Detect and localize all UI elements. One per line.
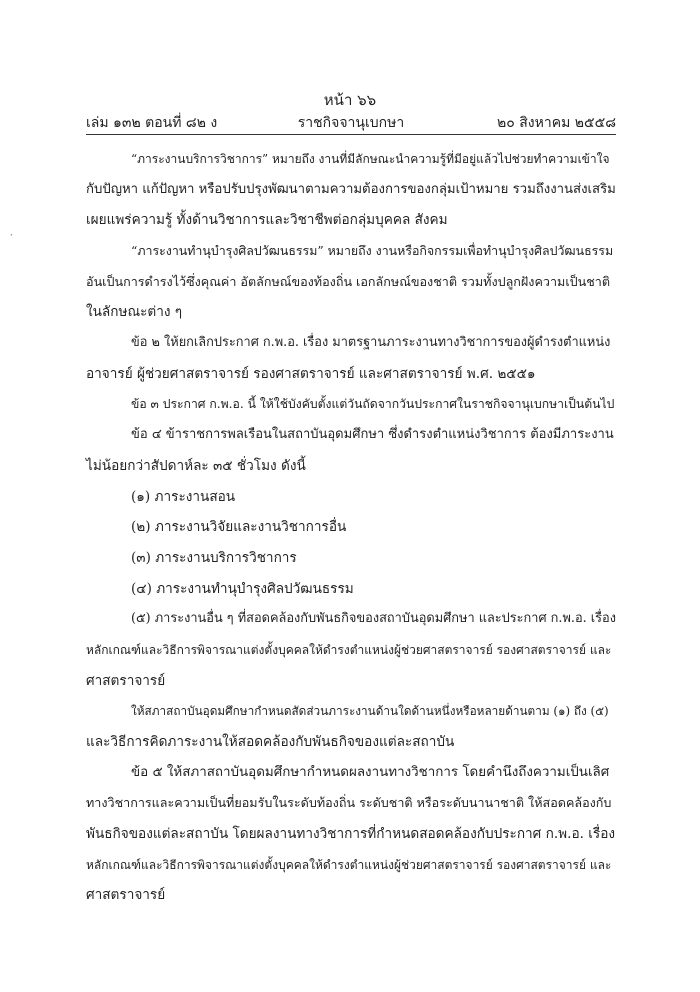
clause-5: ข้อ ๕ ให้สภาสถาบันอุดมศึกษากำหนดผลงานทางวิชาการ โดยคำนึงถึงความเป็นเลิศ (131, 765, 610, 780)
text-line: ให้สภาสถาบันอุดมศึกษากำหนดสัดส่วนภาระงานด้านใดด้านหนึ่งหรือหลายด้านตาม (๑) ถึง (๕) (131, 704, 609, 718)
text-line: ศาสตราจารย์ (86, 673, 166, 689)
gazette-name: ราชกิจจานุเบกษา (297, 115, 405, 131)
clause-2: ข้อ ๒ ให้ยกเลิกประกาศ ก.พ.อ. เรื่อง มาตรฐานภาระงานทางวิชาการของผู้ดำรงตำแหน่ง (131, 335, 611, 350)
text-line: และวิธีการคิดภาระงานให้สอดคล้องกับพันธกิจของแต่ละสถาบัน (86, 734, 455, 750)
list-item: (๓) ภาระงานบริการวิชาการ (131, 550, 297, 566)
list-item: (๒) ภาระงานวิจัยและงานวิชาการอื่น (131, 519, 347, 535)
text-line: หลักเกณฑ์และวิธีการพิจารณาแต่งตั้งบุคคลให้ดำรงตำแหน่งผู้ช่วยศาสตราจารย์ รองศาสตราจารย์ และ (86, 643, 612, 657)
list-item: (๔) ภาระงานทำนุบำรุงศิลปวัฒนธรรม (131, 581, 354, 597)
issue-date: ๒๐ สิงหาคม ๒๕๕๘ (497, 115, 616, 131)
text-line: “ภาระงานทำนุบำรุงศิลปวัฒนธรรม” หมายถึง งานหรือกิจกรรมเพื่อทำนุบำรุงศิลปวัฒนธรรม (131, 243, 614, 258)
text-line: ในลักษณะต่าง ๆ (86, 304, 183, 320)
list-item: (๑) ภาระงานสอน (131, 489, 236, 505)
text-line: เผยแพร่ความรู้ ทั้งด้านวิชาการและวิชาชีพต่อกลุ่มบุคคล สังคม (86, 212, 448, 228)
volume-issue: เล่ม ๑๓๒ ตอนที่ ๘๒ ง (86, 115, 218, 131)
page-number: หน้า ๖๖ (323, 91, 377, 109)
clause-3: ข้อ ๓ ประกาศ ก.พ.อ. นี้ ให้ใช้บังคับตั้งแต่วันถัดจากวันประกาศในราชกิจจานุเบกษาเป็นต้นไป (131, 397, 615, 411)
text-line: “ภาระงานบริการวิชาการ” หมายถึง งานที่มีลักษณะนำความรู้ที่มีอยู่แล้วไปช่วยทำความเข้าใจ (131, 152, 610, 166)
running-header (86, 112, 616, 134)
text-line: อันเป็นการดำรงไว้ซึ่งคุณค่า อัตลักษณ์ของท้องถิ่น เอกลักษณ์ของชาติ รวมทั้งปลูกฝังความเป็นชาติ (86, 274, 611, 289)
header-rule (86, 134, 616, 135)
text-line: ไม่น้อยกว่าสัปดาห์ละ ๓๕ ชั่วโมง ดังนี้ (86, 458, 306, 474)
text-line: กับปัญหา แก้ปัญหา หรือปรับปรุงพัฒนาตามความต้องการของกลุ่มเป้าหมาย รวมถึงงานส่งเสริม (86, 182, 616, 197)
text-line: หลักเกณฑ์และวิธีการพิจารณาแต่งตั้งบุคคลให้ดำรงตำแหน่งผู้ช่วยศาสตราจารย์ รองศาสตราจารย์ และ (86, 858, 612, 872)
list-item: (๕) ภาระงานอื่น ๆ ที่สอดคล้องกับพันธกิจของสถาบันอุดมศึกษา และประกาศ ก.พ.อ. เรื่อง (131, 611, 616, 626)
clause-4: ข้อ ๔ ข้าราชการพลเรือนในสถาบันอุดมศึกษา ซึ่งดำรงตำแหน่งวิชาการ ต้องมีภาระงาน (131, 427, 614, 442)
text-line: ทางวิชาการและความเป็นที่ยอมรับในระดับท้องถิ่น ระดับชาติ หรือระดับนานาชาติ ให้สอดคล้องกับ (86, 795, 612, 810)
scan-mark: ꞏ (10, 231, 13, 241)
text-line: พันธกิจของแต่ละสถาบัน โดยผลงานทางวิชาการที่กำหนดสอดคล้องกับประกาศ ก.พ.อ. เรื่อง (86, 826, 616, 842)
text-line: อาจารย์ ผู้ช่วยศาสตราจารย์ รองศาสตราจารย์ และศาสตราจารย์ พ.ศ. ๒๕๕๑ (86, 366, 536, 382)
text-line: ศาสตราจารย์ (86, 887, 166, 903)
